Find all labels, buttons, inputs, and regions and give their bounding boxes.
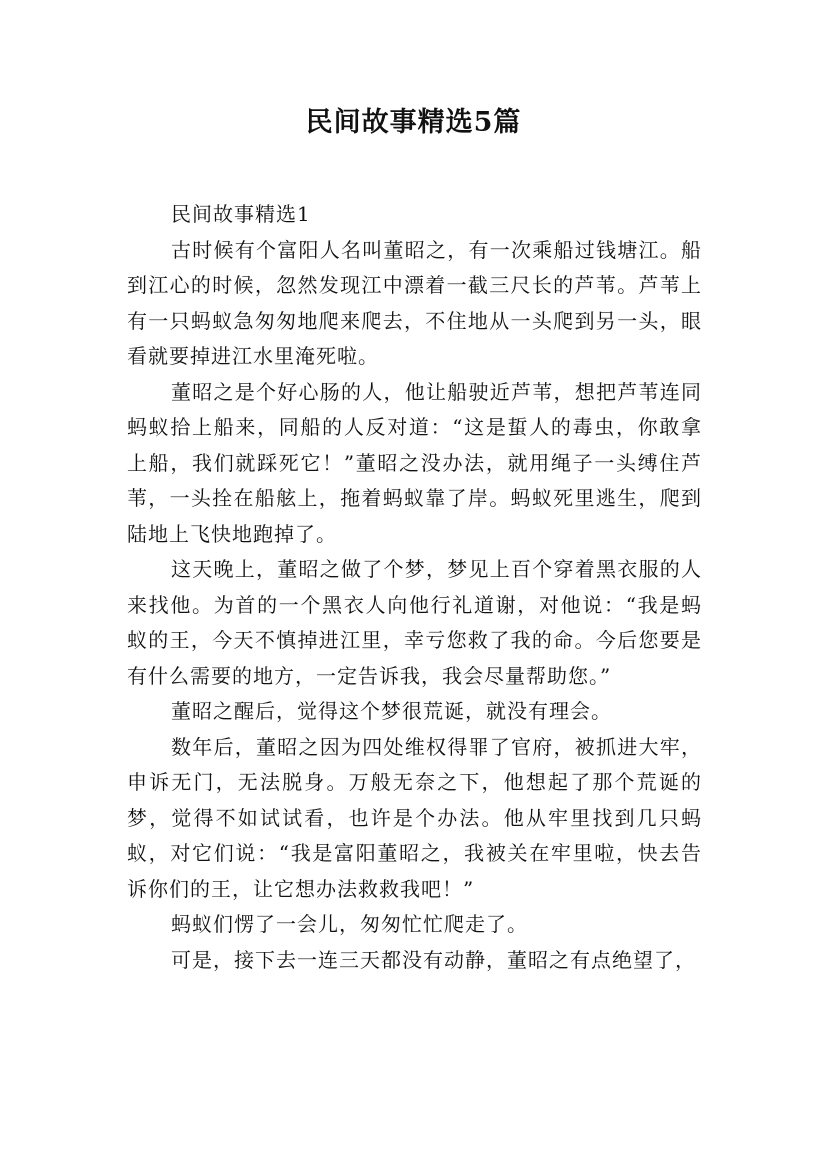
paragraph: 可是，接下去一连三天都没有动静，董昭之有点绝望了， — [171, 947, 696, 972]
paragraph: 董昭之醒后，觉得这个梦很荒诞，就没有理会。 — [171, 699, 612, 723]
section-heading: 民间故事精选1 — [171, 202, 311, 226]
document-title: 民间故事精选5篇 — [305, 107, 522, 138]
paragraph: 古时候有个富阳人名叫董昭之，有一次乘船过钱塘江。船到江心的时候，忽然发现江中漂着一截三尺长的芦苇。芦苇上有一只蚂蚁急匆匆地爬来爬去，不住地从一头爬到另一头，眼看就要掉进江水里淹死啦。 — [127, 237, 702, 368]
document-body — [127, 197, 702, 978]
paragraph: 蚂蚁们愣了一会儿，匆匆忙忙爬走了。 — [171, 912, 528, 936]
paragraph: 数年后，董昭之因为四处维权得罪了官府，被抓进大牢，申诉无门，无法脱身。万般无奈之下，他想起了那个荒诞的梦，觉得不如试试看，也许是个办法。他从牢里找到几只蚂蚁，对它们说：“我是富阳董昭之，我被关在牢里啦，快去告诉你们的王，让它想办法救救我吧！” — [127, 734, 702, 901]
paragraph: 这天晚上，董昭之做了个梦，梦见上百个穿着黑衣服的人来找他。为首的一个黑衣人向他行礼道谢，对他说：“我是蚂蚁的王，今天不慎掉进江里，幸亏您救了我的命。今后您要是有什么需要的地方，一定告诉我，我会尽量帮助您。” — [127, 557, 702, 688]
paragraph: 董昭之是个好心肠的人，他让船驶近芦苇，想把芦苇连同蚂蚁拾上船来，同船的人反对道：“这是蜇人的毒虫，你敢拿上船，我们就踩死它！”董昭之没办法，就用绳子一头缚住芦苇，一头拴在船舷上，拖着蚂蚁靠了岸。蚂蚁死里逃生，爬到陆地上飞快地跑掉了。 — [127, 379, 702, 546]
